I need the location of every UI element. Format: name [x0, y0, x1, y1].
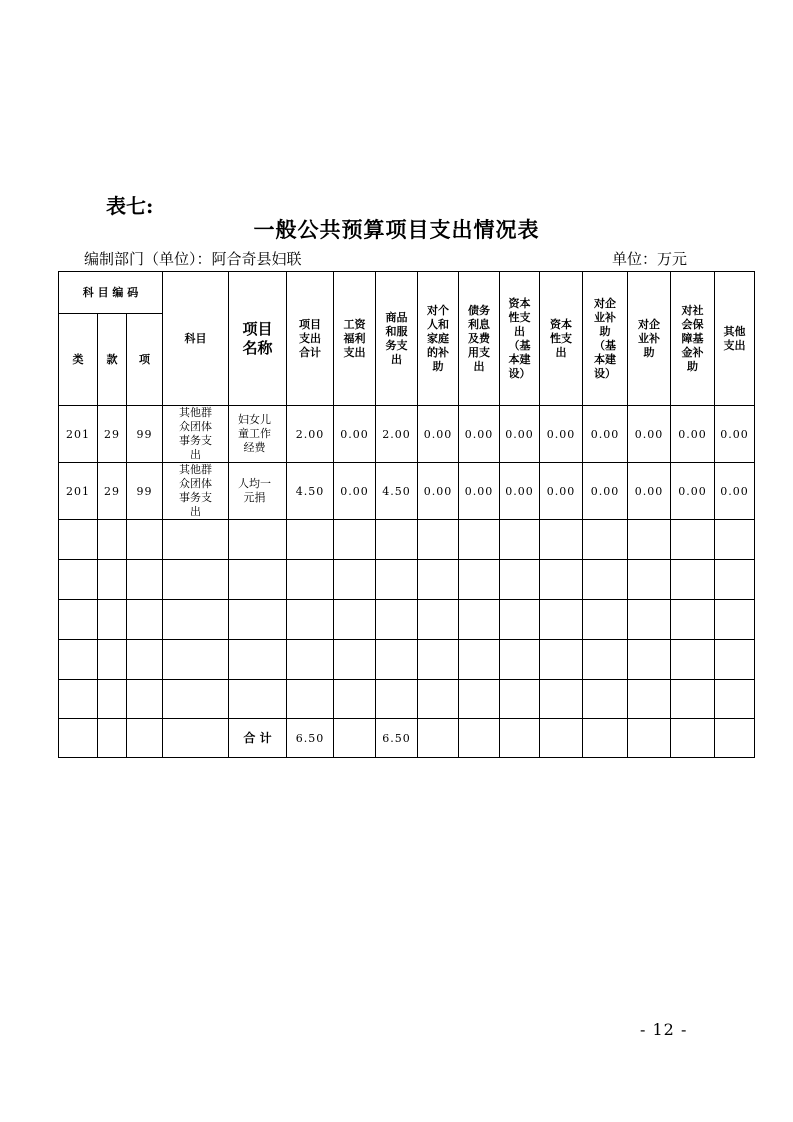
empty-row: [59, 640, 755, 680]
department-label: 编制部门（单位）：阿合奇县妇联: [84, 250, 302, 268]
col-header-debt-interest: 债务利息及费用支出: [459, 272, 500, 406]
value-cell: 0.00: [583, 406, 628, 463]
xiang-cell: 99: [127, 406, 163, 463]
col-header-goods-services: 商品和服务支出: [376, 272, 418, 406]
total-row: [59, 719, 755, 758]
value-cell: 0.00: [500, 406, 540, 463]
col-header-social-security: 对社会保障基金补助: [671, 272, 715, 406]
header-row-1: [59, 272, 755, 314]
value-cell: 0.00: [628, 406, 671, 463]
budget-table: [58, 271, 755, 758]
total-project-value: 6.50: [287, 719, 334, 758]
kuan-cell: 29: [98, 463, 127, 520]
total-goods-value: 6.50: [376, 719, 418, 758]
subject-header: 科目: [163, 272, 229, 406]
value-cell: 0.00: [334, 406, 376, 463]
value-cell: 0.00: [628, 463, 671, 520]
project-cell: 人均一元捐: [229, 463, 287, 520]
table-label: 表七:: [106, 194, 154, 218]
subject-cell: 其他群众团体事务支出: [163, 463, 229, 520]
lei-cell: 201: [59, 406, 98, 463]
xiang-cell: 99: [127, 463, 163, 520]
col-header-project-total: 项目支出合计: [287, 272, 334, 406]
value-cell: 0.00: [334, 463, 376, 520]
col-header-salary: 工资福利支出: [334, 272, 376, 406]
value-cell: 0.00: [671, 463, 715, 520]
col-header-personal-subsidy: 对个人和家庭的补助: [418, 272, 459, 406]
col-header-capital-construction: 资本性支出（基本建设）: [500, 272, 540, 406]
value-cell: 0.00: [583, 463, 628, 520]
value-cell: 2.00: [287, 406, 334, 463]
table-row: [59, 406, 755, 463]
value-cell: 4.50: [287, 463, 334, 520]
empty-row: [59, 560, 755, 600]
value-cell: 4.50: [376, 463, 418, 520]
value-cell: 0.00: [500, 463, 540, 520]
lei-cell: 201: [59, 463, 98, 520]
value-cell: 2.00: [376, 406, 418, 463]
value-cell: 0.00: [540, 406, 583, 463]
value-cell: 0.00: [540, 463, 583, 520]
value-cell: 0.00: [715, 406, 755, 463]
value-cell: 0.00: [715, 463, 755, 520]
page-number: - 12 -: [640, 1020, 688, 1039]
subject-code-header: 科 目 编 码: [59, 272, 163, 314]
value-cell: 0.00: [671, 406, 715, 463]
page-title: 一般公共预算项目支出情况表: [253, 217, 540, 242]
subject-cell: 其他群众团体事务支出: [163, 406, 229, 463]
col-header-enterprise-subsidy: 对企业补助: [628, 272, 671, 406]
kuan-header: 款: [98, 314, 127, 406]
col-header-other: 其他支出: [715, 272, 755, 406]
empty-row: [59, 680, 755, 719]
project-cell: 妇女儿童工作经费: [229, 406, 287, 463]
lei-header: 类: [59, 314, 98, 406]
value-cell: 0.00: [418, 463, 459, 520]
table-row: [59, 463, 755, 520]
col-header-capital: 资本性支出: [540, 272, 583, 406]
kuan-cell: 29: [98, 406, 127, 463]
total-label: 合 计: [229, 719, 287, 758]
project-name-header: 项目名称: [229, 272, 287, 406]
empty-row: [59, 600, 755, 640]
unit-label: 单位：万元: [612, 250, 688, 268]
empty-row: [59, 520, 755, 560]
value-cell: 0.00: [418, 406, 459, 463]
value-cell: 0.00: [459, 406, 500, 463]
xiang-header: 项: [127, 314, 163, 406]
value-cell: 0.00: [459, 463, 500, 520]
col-header-enterprise-construction: 对企业补助（基本建设）: [583, 272, 628, 406]
